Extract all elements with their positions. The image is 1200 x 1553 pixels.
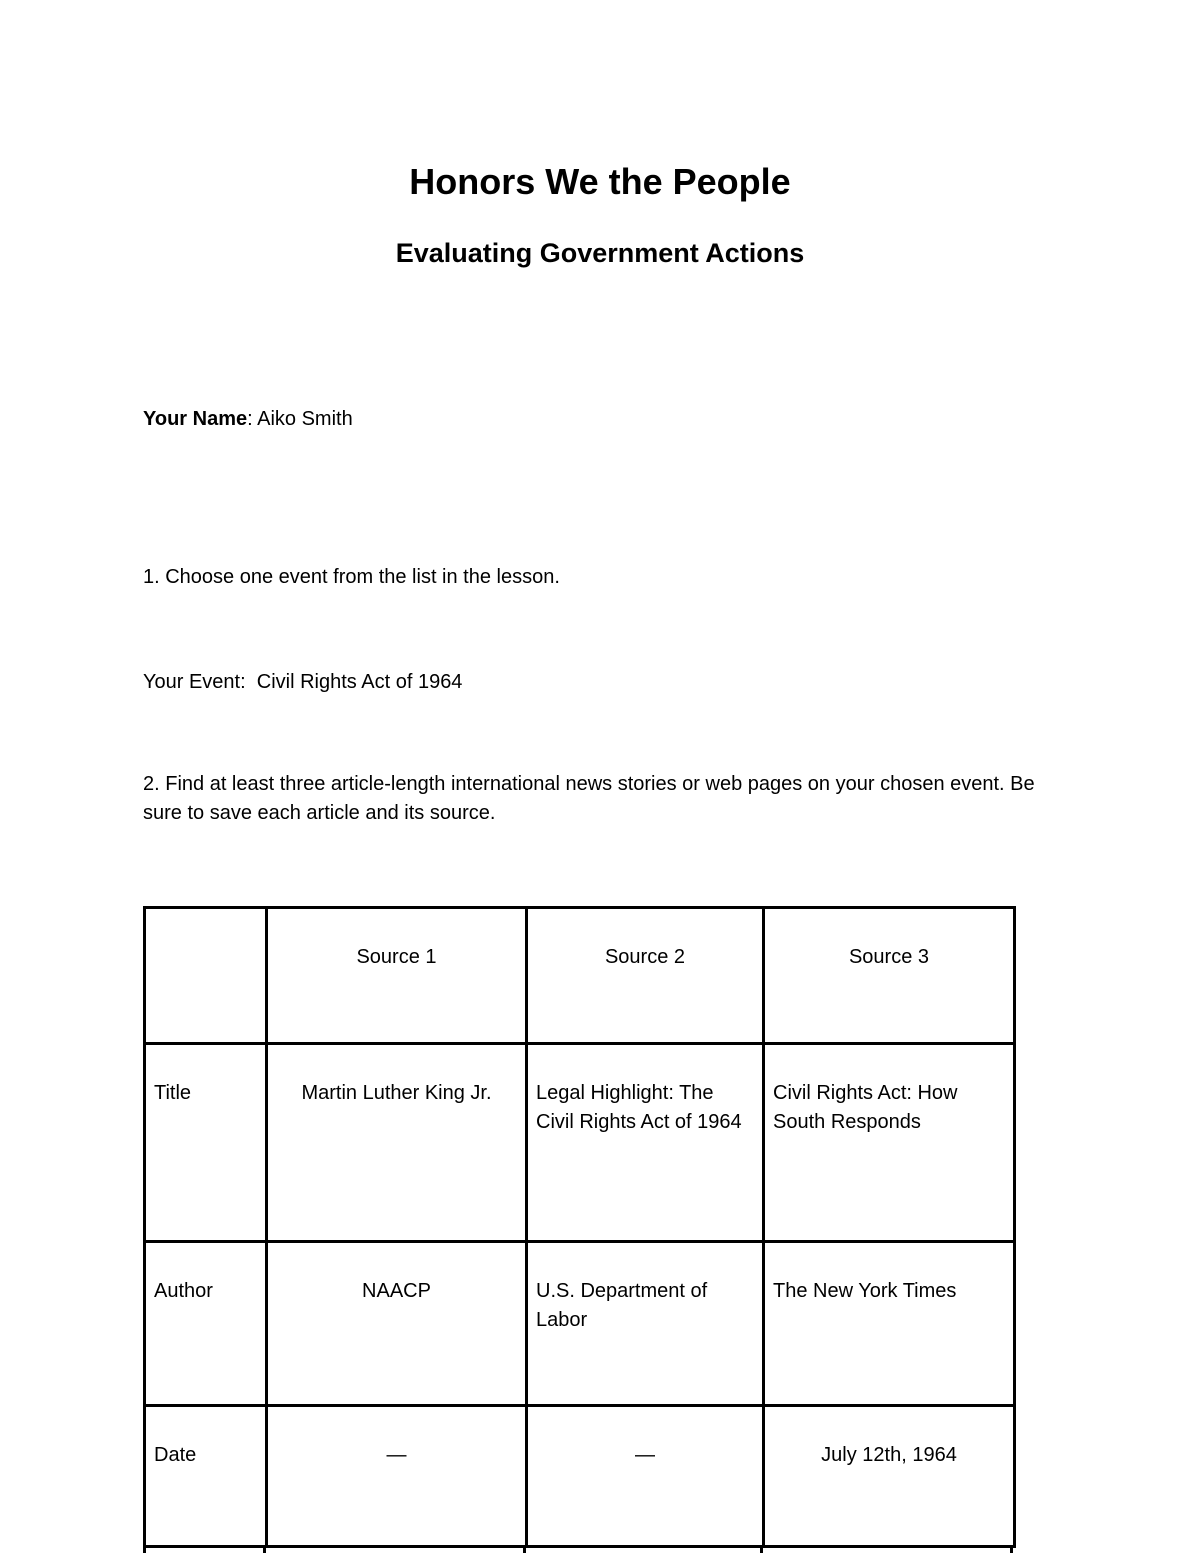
instruction-step-1: 1. Choose one event from the list in the lesson. <box>143 566 560 588</box>
header-cell-source3: Source 3 <box>764 908 1015 1044</box>
your-name-label: Your Name <box>143 408 248 430</box>
document-title: Honors We the People <box>409 161 791 202</box>
table-border-stub <box>1010 1548 1013 1553</box>
table-border-stub <box>760 1548 763 1553</box>
cell-title-source2: Legal Highlight: The Civil Rights Act of 1964 <box>527 1044 764 1242</box>
your-name-value: : Aiko Smith <box>247 408 353 430</box>
header-cell-source1: Source 1 <box>267 908 527 1044</box>
table-border-stub <box>263 1548 266 1553</box>
table-header-row <box>145 908 1015 1044</box>
table-border-stub <box>523 1548 526 1553</box>
cell-title-source1: Martin Luther King Jr. <box>267 1044 527 1242</box>
sources-table <box>143 906 1016 1548</box>
document-content <box>143 158 1057 1553</box>
instruction-step-2: 2. Find at least three article-length international news stories or web pages on your chosen event. Be sure to save each article and its source. <box>143 773 1041 824</box>
table-next-row-cutoff <box>143 1548 1013 1553</box>
row-label-date: Date <box>145 1406 267 1547</box>
cell-author-source1: NAACP <box>267 1242 527 1406</box>
table-row-date <box>145 1406 1015 1547</box>
header-cell-empty <box>145 908 267 1044</box>
header-cell-source2: Source 2 <box>527 908 764 1044</box>
document-subtitle: Evaluating Government Actions <box>395 238 805 268</box>
cell-author-source3: The New York Times <box>764 1242 1015 1406</box>
cell-author-source2: U.S. Department of Labor <box>527 1242 764 1406</box>
table-row-title <box>145 1044 1015 1242</box>
cell-date-source2: — <box>527 1406 764 1547</box>
table-row-author <box>145 1242 1015 1406</box>
table-border-stub <box>143 1548 146 1553</box>
your-event-line: Your Event: Civil Rights Act of 1964 <box>143 671 463 693</box>
cell-title-source3: Civil Rights Act: How South Responds <box>764 1044 1015 1242</box>
your-name-line <box>143 405 1057 434</box>
cell-date-source1: — <box>267 1406 527 1547</box>
row-label-title: Title <box>145 1044 267 1242</box>
row-label-author: Author <box>145 1242 267 1406</box>
cell-date-source3: July 12th, 1964 <box>764 1406 1015 1547</box>
